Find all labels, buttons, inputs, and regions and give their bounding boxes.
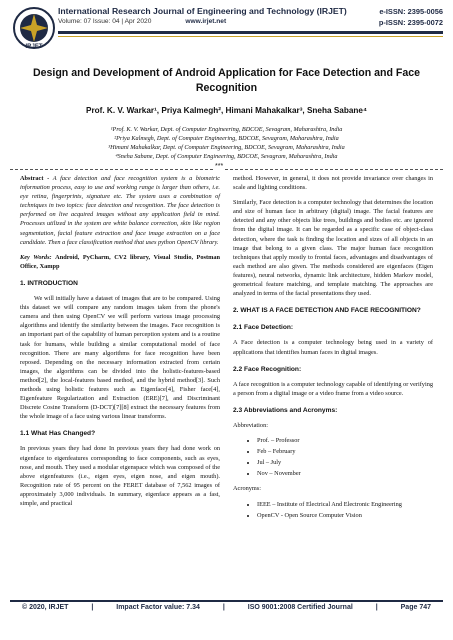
- irjet-logo: [12, 6, 56, 50]
- journal-header: [0, 0, 453, 66]
- section-divider: [10, 169, 443, 170]
- divider-mark: ***: [215, 163, 224, 170]
- svg-text:IRJET: IRJET: [25, 44, 43, 50]
- list-item: • IEEE – Institute of Electrical And Electronic Engineering: [257, 500, 433, 509]
- keywords: [20, 253, 220, 271]
- header-rule: [58, 31, 443, 34]
- abbreviation-label: Abbreviation:: [233, 421, 268, 429]
- header-rule-accent: [58, 36, 443, 37]
- face-detection-paragraph: A Face detection is a computer technology being used in a variety of applications that identifies human faces in digital images.: [233, 339, 433, 356]
- what-changed-paragraph: In previous years they had done In previous years they had done work on eigenface to eigenfeatures corresponding to face components, such as eyes, nose, and mouth. They used a modular eigenspace which was composed of the above eigenfeatures (i.e., eigen eyes, eigen nose, and eigen mouth). Recognition rate of 95 percent on the FERET database of 7,562 images of approximately 3,000 individuals. In summary, eigenface appears as a fast, simple, and practical: [20, 445, 220, 507]
- footer-iso: ISO 9001:2008 Certified Journal: [247, 604, 353, 611]
- section-heading-introduction: 1. INTRODUCTION: [20, 279, 78, 287]
- similarly-paragraph: Similarly, Face detection is a computer technology that determines the location and size of human face in arbitrary (digital) image. The facial features are detected and any other objects like trees, buildings and bodies etc. are ignored from the digital image. It can be regarded as a specific case of object-class detection, where the task is finding the location and sizes of all objects in an image that belong to a given class. The major human face recognition techniques that apply mostly to frontal faces, advantages and disadvantages of each method are also given. The methods considered are eigenfaces (Eigen features), neural networks, dynamic link architecture, hidden Markov model, geometrical feature matching, and template matching. The approaches are analyzed in terms of the facial presentations they used.: [233, 199, 433, 298]
- volume-line: [58, 18, 358, 25]
- acronyms-label: Acronyms:: [233, 485, 261, 493]
- list-item: • Prof. – Professor: [257, 436, 433, 445]
- section-heading-face-detection: 2.1 Face Detection:: [233, 324, 294, 332]
- footer-rule: [10, 600, 443, 602]
- introduction-paragraph: We will initially have a dataset of images that are to be compared. Using this dataset we will compare any random images taken from the phone's camera and then using OpenCV we will perform various image processing algorithms and identify the similarity between the images. Face recognition is an important part of the capability of human perception system and is a routine task for humans, while building a similar computational model of face recognition. There are many algorithms for face recognition have been reposed. Depending on the necessary information extracted from certain images, the algorithms can be divided into the holistic-features-based method[2], the local-features based method, and the hybrid method[3]. Such methods using holistic features such as Eigenface[4], Fisher face[4], Eigenfeature Regularization and Extraction (ERE)[7], and Discriminant Discrete Cosine Transform (D-DCT)[7][8] extract the necessary features from the whole image of a face using various linear transforms.: [20, 295, 220, 421]
- section-heading-face-recognition: 2.2 Face Recognition:: [233, 365, 302, 373]
- footer-page-number: Page 747: [400, 604, 431, 611]
- author-list: Prof. K. V. Warkar¹, Priya Kalmegh², Himani Mahakalkar³, Sneha Sabane⁴: [85, 106, 367, 115]
- list-item: • OpenCV - Open Source Computer Vision: [257, 511, 433, 520]
- acronym-list: [233, 500, 433, 520]
- abstract-label: Abstract -: [20, 175, 50, 182]
- footer-copyright: © 2020, IRJET: [22, 604, 69, 611]
- abstract: [20, 174, 220, 247]
- continued-paragraph: method. However, in general, it does not provide invariance over changes in scale and lighting conditions.: [233, 175, 433, 192]
- journal-website-link[interactable]: www.irjet.net: [185, 18, 227, 25]
- abstract-text: A face detection and face recognition system is a biometric information process, easy to use and working range is larger than others, i.e. eye retina, fingerprints, signature etc. The system uses a combination of techniques in two topics: face detection and recognition. The face detection is performed on live acquired images without any application field in mind. Processes utilized in the system are white balance correction, skin like region segmentation, facial feature extraction and face image extraction on a face candidate. Then a face classification method that uses python OpenCV library.: [20, 175, 221, 246]
- section-heading-what-changed: 1.1 What Has Changed?: [20, 430, 96, 438]
- volume-issue: Volume: 07 Issue: 04 | Apr 2020: [58, 18, 152, 25]
- list-item: • Nov – November: [257, 469, 433, 478]
- left-column: [20, 174, 220, 514]
- footer-impact-factor: Impact Factor value: 7.34: [116, 604, 200, 611]
- section-heading-what-is: 2. WHAT IS A FACE DETECTION AND FACE RECOGNITION?: [233, 307, 421, 315]
- issn-block: [379, 6, 443, 28]
- keywords-label: Key Words:: [20, 253, 52, 261]
- section-heading-abbreviations: 2.3 Abbreviations and Acronyms:: [233, 406, 338, 414]
- affiliations: [20, 125, 433, 161]
- pissn: p-ISSN: 2395-0072: [378, 18, 443, 27]
- right-column: [233, 174, 433, 526]
- keywords-text: Android, PyCharm, CV2 library, Visual Studio, Postman Office, Xampp: [20, 253, 220, 270]
- affiliation-2: ²Priya Kalmegh, Dept. of Computer Engineering, BDCOE, Sevagram, Maharashtra, India: [114, 135, 339, 142]
- eissn: e-ISSN: 2395-0056: [379, 7, 443, 16]
- journal-name: International Research Journal of Engineering and Technology (IRJET): [58, 6, 347, 16]
- list-item: • Feb – February: [257, 447, 433, 456]
- affiliation-4: ⁴Sneha Sabane, Dept. of Computer Engineering, BDCOE, Sevagram, Maharashtra, India: [115, 153, 338, 160]
- list-item: • Jul – July: [257, 458, 433, 467]
- affiliation-3: ³Himani Mahakalkar, Dept. of Computer Engineering, BDCOE, Sevagram, Maharashtra, India: [108, 144, 345, 151]
- affiliation-1: ¹Prof. K. V. Warkar, Dept. of Computer Engineering, BDCOE, Sevagram, Maharashtra, India: [110, 126, 343, 133]
- abbreviation-list: [233, 436, 433, 478]
- face-recognition-paragraph: A face recognition is a computer technology capable of identifying or verifying a person from a digital image or a video frame from a video source.: [233, 380, 433, 397]
- page-footer: © 2020, IRJET | Impact Factor value: 7.34 | ISO 9001:2008 Certified Journal | Page 747: [22, 604, 431, 611]
- paper-title: Design and Development of Android Application for Face Detection and Face Recognition: [32, 67, 421, 94]
